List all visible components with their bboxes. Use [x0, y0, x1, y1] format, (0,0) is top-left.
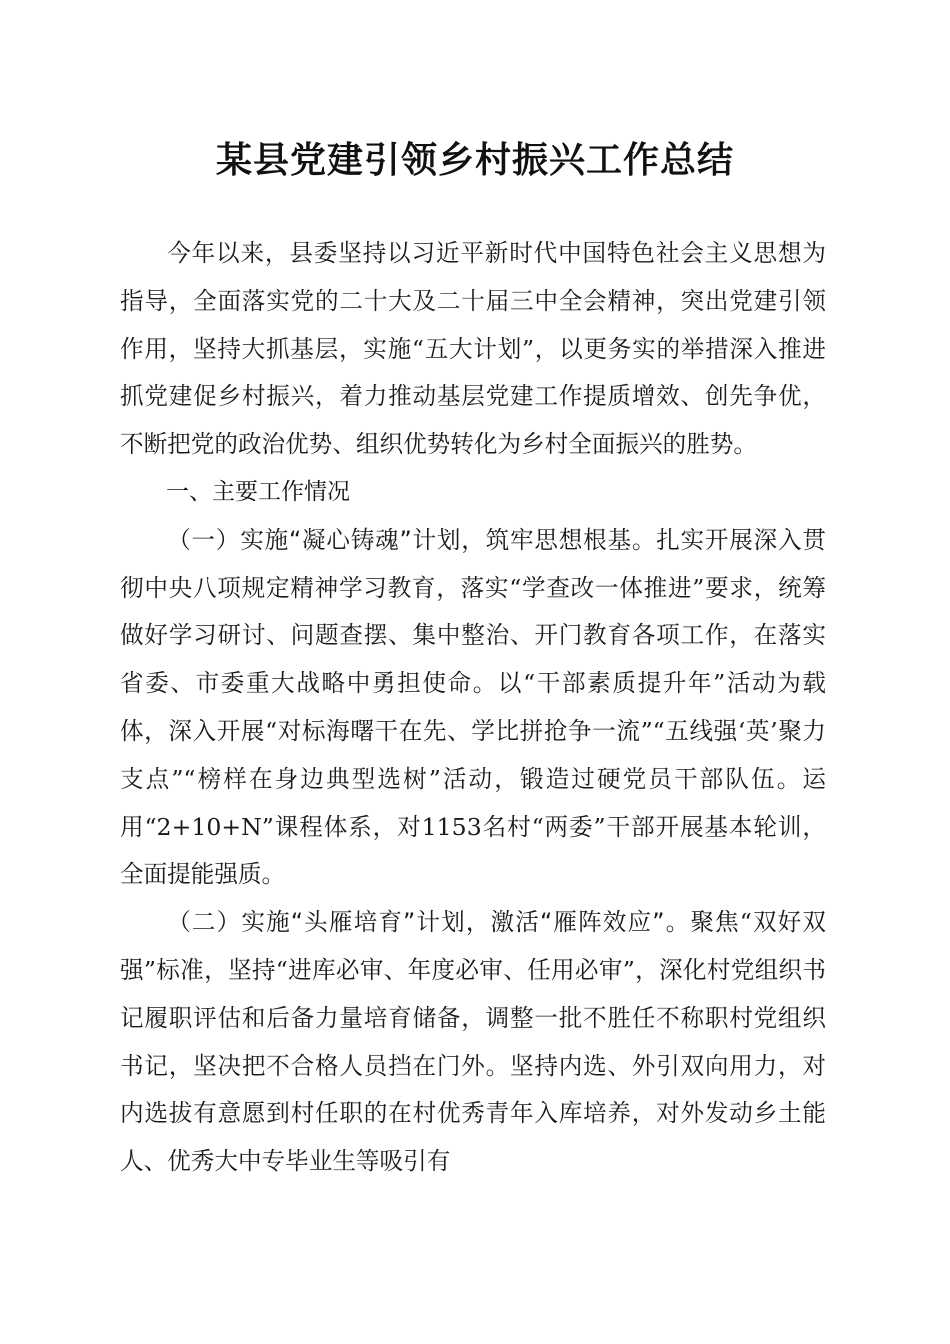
item-2-text: 聚焦“双好双强”标准，坚持“进库必审、年度必审、任用必审”，深化村党组织书记履职评估和后备力量培育储备，调整一批不胜任不称职村党组织书记，坚决把不合格人员挡在门外。坚持内选、外引双向用力，对内选拔有意愿到村任职的在村优秀青年入库培养，对外发动乡土能人、优秀大中专毕业生等吸引有: [120, 908, 826, 1176]
paragraph-item-1: [120, 517, 826, 899]
document-body: [120, 230, 826, 1186]
intro-paragraph: 今年以来，县委坚持以习近平新时代中国特色社会主义思想为指导，全面落实党的二十大及二十届三中全会精神，突出党建引领作用，坚持大抓基层，实施“五大计划”，以更务实的举措深入推进抓党建促乡村振兴，着力推动基层党建工作提质增效、创先争优，不断把党的政治优势、组织优势转化为乡村全面振兴的胜势。: [120, 239, 826, 459]
section-heading: 一、主要工作情况: [166, 478, 350, 505]
item-1-text: 扎实开展深入贯彻中央八项规定精神学习教育，落实“学查改一体推进”要求，统筹做好学习研讨、问题查摆、集中整治、开门教育各项工作，在落实省委、市委重大战略中勇担使命。以“干部素质提升年”活动为载体，深入开展“对标海曙干在先、学比拼抢争一流”“五线强‘英’聚力支点”“榜样在身边典型选树”活动，锻造过硬党员干部队伍。运用“2+10+N”课程体系，对1153名村“两委”干部开展基本轮训，全面提能强质。: [120, 525, 826, 889]
item-1-lead: （一）实施“凝心铸魂”计划，筑牢思想根基。: [167, 525, 657, 554]
paragraph-item-2: [120, 899, 826, 1186]
item-2-lead: （二）实施“头雁培育”计划，激活“雁阵效应”。: [167, 908, 691, 937]
document-title: 某县党建引领乡村振兴工作总结: [215, 139, 734, 181]
